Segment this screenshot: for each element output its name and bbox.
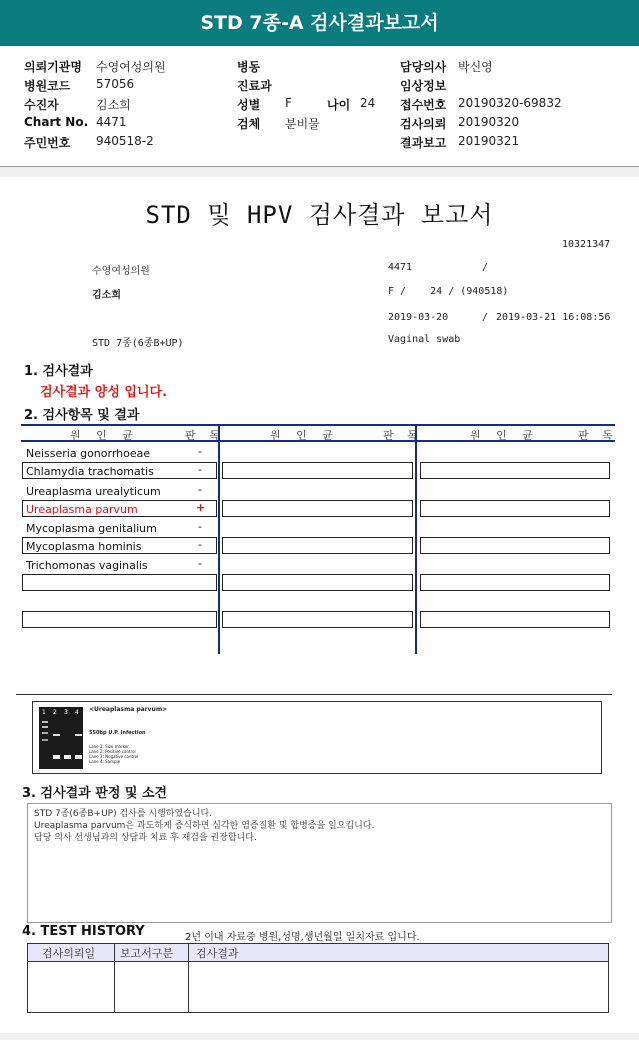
organism-row-mark: - — [198, 445, 202, 458]
row-box — [222, 537, 413, 554]
lane-number: 2 — [53, 709, 57, 716]
sex-value: F — [285, 96, 292, 110]
lane-number: 3 — [64, 709, 68, 716]
report-chart: 4471 — [388, 262, 413, 273]
table-divider-1 — [218, 424, 220, 654]
organism-row-mark: - — [198, 463, 202, 476]
opinion-line: STD 7종(6종B+UP) 검사를 시행하였습니다. — [34, 809, 213, 819]
report-date-report: 2019-03-21 16:08:56 — [496, 312, 611, 323]
row-box — [420, 574, 610, 591]
report-date-label: 결과보고 — [400, 136, 447, 150]
chart-no-value: 4471 — [96, 115, 127, 129]
rrn-value: 940518-2 — [96, 134, 154, 148]
organism-row-name-positive: Ureaplasma parvum — [26, 503, 138, 516]
section3-heading: 3. 검사결과 판정 및 소견 — [22, 786, 168, 801]
organism-row-name: Trichomonas vaginalis — [26, 559, 148, 572]
report-chart-separator: / — [482, 262, 489, 273]
section4-heading: 4. TEST HISTORY — [22, 924, 145, 939]
organism-row-mark: - — [198, 483, 202, 496]
gel-legend-item: Lane 1: Size marker — [89, 744, 129, 749]
gel-legend-item: Lane 4: Sample — [89, 759, 121, 764]
gel-band-label: 550bp U.P. infection — [89, 730, 146, 736]
history-col-request: 검사의뢰일 — [42, 947, 96, 960]
organism-row-mark: - — [198, 557, 202, 570]
section1-heading: 1. 검사결과 — [24, 364, 93, 379]
hospital-name-value: 수영여성의원 — [96, 60, 166, 74]
report-sex-age: F / 24 / (940518) — [388, 286, 509, 297]
row-box — [22, 611, 217, 628]
report-date-value: 20190321 — [458, 134, 520, 148]
request-date-value: 20190320 — [458, 115, 520, 129]
report-date-separator: / — [482, 312, 489, 323]
table-divider-2 — [415, 424, 417, 654]
row-box — [420, 537, 610, 554]
divider-line — [16, 694, 612, 695]
report-title: STD 및 HPV 검사결과 보고서 — [145, 201, 494, 229]
gel-electrophoresis-image — [39, 707, 83, 769]
organism-row-mark-positive: + — [196, 501, 206, 514]
organism-row-name: Neisseria gonorrhoeae — [26, 447, 151, 460]
col-judge-2: 판 독 — [383, 429, 423, 442]
history-col-type: 보고서구분 — [120, 947, 174, 960]
gel-legend-item: Lane 2: Positive control — [89, 749, 136, 754]
age-label: 나이 — [327, 98, 351, 112]
opinion-box — [27, 803, 612, 923]
receipt-no-label: 접수번호 — [400, 98, 447, 112]
col-judge-1: 판 독 — [185, 429, 225, 442]
report-specimen: Vaginal swab — [388, 334, 461, 345]
row-box — [22, 574, 217, 591]
opinion-line: 담당 의사 선생님과의 상담과 치료 후 재검을 권장합니다. — [34, 833, 257, 843]
col-organism-3: 원 인 균 — [470, 429, 539, 442]
history-col-result: 검사결과 — [196, 947, 239, 960]
table-top-line — [21, 424, 615, 426]
col-judge-3: 판 독 — [578, 429, 618, 442]
section-gap — [0, 167, 639, 177]
organism-row-name: Chlamydia trachomatis — [26, 465, 154, 478]
report-hospital: 수영여성의원 — [92, 266, 150, 277]
chart-no-label: Chart No. — [24, 115, 89, 129]
clinical-info-label: 임상정보 — [400, 79, 447, 93]
report-date-request: 2019-03-20 — [388, 312, 449, 323]
report-header-title: STD 7종-A 검사결과보고서 — [0, 0, 639, 46]
history-header-row — [28, 944, 608, 962]
request-date-label: 검사의뢰 — [400, 117, 447, 131]
positive-result-text: 검사결과 양성 입니다. — [40, 385, 168, 400]
row-box — [420, 462, 610, 479]
col-organism-1: 원 인 균 — [70, 429, 139, 442]
hospital-code-value: 57056 — [96, 77, 135, 91]
sex-label: 성별 — [237, 98, 261, 112]
history-col-divider — [114, 944, 115, 1012]
row-box — [222, 500, 413, 517]
dept-label: 진료과 — [237, 79, 272, 93]
col-organism-2: 원 인 균 — [270, 429, 339, 442]
history-note: 2년 이내 자료중 병원,성명,생년월일 일치자료 입니다. — [185, 932, 420, 943]
receipt-no-value: 20190320-69832 — [458, 96, 562, 110]
row-box — [222, 462, 413, 479]
hospital-code-label: 병원코드 — [24, 79, 71, 93]
report-test-name: STD 7종(6종B+UP) — [92, 338, 184, 349]
patient-info-panel — [0, 50, 639, 167]
doctor-label: 담당의사 — [400, 60, 447, 74]
gel-image-panel — [32, 701, 602, 774]
opinion-line: Ureaplasma parvum은 과도하게 증식하면 심각한 염증질환 및 합병증을 일으킵니다. — [34, 821, 375, 831]
organism-row-name: Ureaplasma urealyticum — [26, 485, 161, 498]
row-box — [222, 574, 413, 591]
organism-row-mark: - — [198, 520, 202, 533]
patient-value: 김소희 — [96, 98, 131, 112]
gel-legend-item: Lane 3: Negative control — [89, 754, 139, 759]
specimen-value: 분비물 — [285, 117, 320, 131]
report-id-number: 10321347 — [562, 239, 611, 250]
rrn-label: 주민번호 — [24, 136, 71, 150]
age-value: 24 — [360, 96, 376, 110]
patient-label: 수진자 — [24, 98, 59, 112]
report-patient: 김소희 — [92, 290, 121, 301]
lane-number: 4 — [75, 709, 79, 716]
row-box — [420, 500, 610, 517]
footer-band — [0, 1033, 639, 1040]
row-box — [420, 611, 610, 628]
report-body — [0, 177, 639, 1033]
history-col-divider — [188, 944, 189, 1012]
lane-number: 1 — [42, 709, 46, 716]
organism-row-name: Mycoplasma hominis — [26, 540, 142, 553]
hospital-name-label: 의뢰기관명 — [24, 60, 82, 74]
organism-row-name: Mycoplasma genitalium — [26, 522, 157, 535]
section2-heading: 2. 검사항목 및 결과 — [24, 408, 140, 423]
doctor-value: 박신영 — [458, 60, 493, 74]
specimen-label: 검체 — [237, 117, 261, 131]
organism-row-mark: - — [198, 538, 202, 551]
gel-title: <Ureaplasma parvum> — [89, 706, 168, 713]
ward-label: 병동 — [237, 60, 261, 74]
history-table — [27, 943, 609, 1013]
row-box — [222, 611, 413, 628]
